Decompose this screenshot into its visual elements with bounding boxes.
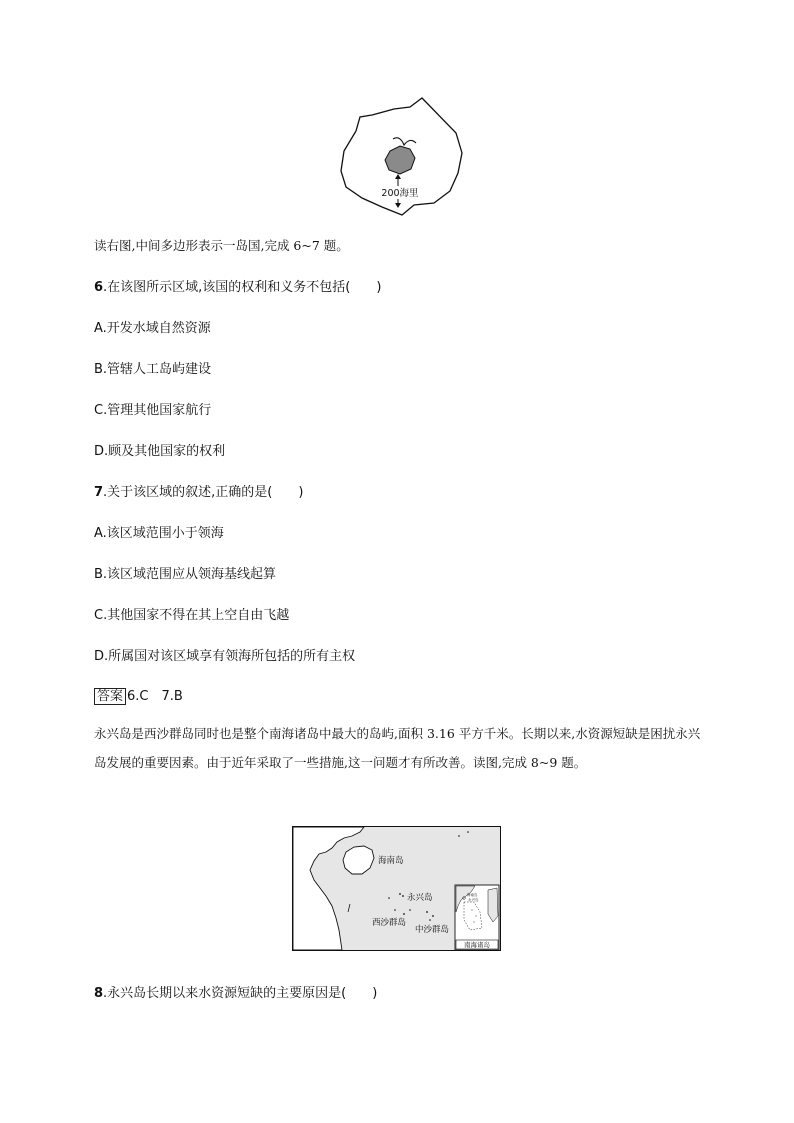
- inset-map: [455, 885, 499, 950]
- question-6: [94, 276, 381, 295]
- distance-label: 200海里: [381, 188, 419, 199]
- label-zhongsha: 中沙群岛: [415, 925, 450, 935]
- q7-option-a: A.该区域范围小于领海: [94, 526, 224, 541]
- intro-text-2: 永兴岛是西沙群岛同时也是整个南海诸岛中最大的岛屿,面积 3.16 平方千米。长期以来,水资源短缺是困扰永兴岛发展的重要因素。由于近年采取了一些措施,这一问题才有所改善。读图,完成 8~9 题。: [94, 726, 701, 770]
- question-6-number: 6: [94, 280, 104, 295]
- q7-option-d: D.所属国对该区域享有领海所包括的所有主权: [94, 649, 356, 664]
- q7-option-c: C.其他国家不得在其上空自由飞越: [94, 608, 290, 623]
- south-china-sea-map: [292, 826, 501, 951]
- intro-text-1: 读右图,中间多边形表示一岛国,完成 6~7 题。: [94, 238, 349, 253]
- answer-tag: 答案: [94, 688, 126, 705]
- q6-option-b: B.管辖人工岛屿建设: [94, 362, 212, 377]
- q6-option-d: D.顾及其他国家的权利: [94, 444, 226, 459]
- inset-label-hainan: 海南岛: [467, 893, 478, 897]
- label-xisha: 西沙群岛: [372, 918, 407, 928]
- answer-line: [94, 685, 183, 704]
- inset-title: 南海诸岛: [464, 941, 490, 949]
- arrow-head-bottom: [395, 203, 401, 208]
- question-7-number: 7: [94, 485, 104, 500]
- answer-text: 6.C 7.B: [127, 689, 183, 704]
- label-hainan: 海南岛: [378, 856, 404, 866]
- eez-diagram: [338, 95, 468, 217]
- q7-option-b: B.该区域范围应从领海基线起算: [94, 567, 277, 582]
- question-8-number: 8: [94, 986, 104, 1001]
- question-8-stem: .永兴岛长期以来水资源短缺的主要原因是( ): [103, 986, 378, 1001]
- question-7-stem: .关于该区域的叙述,正确的是( ): [103, 485, 304, 500]
- question-8: [94, 982, 377, 1001]
- island-polygon: [385, 146, 415, 174]
- arrow-head-top: [395, 174, 401, 179]
- q6-option-c: C.管理其他国家航行: [94, 403, 212, 418]
- question-7: [94, 481, 303, 500]
- question-6-stem: .在该图所示区域,该国的权利和义务不包括( ): [103, 280, 382, 295]
- inset-label-yongxing: 永兴岛: [468, 898, 479, 902]
- q6-option-a: A.开发水域自然资源: [94, 321, 211, 336]
- coastline-mark: [393, 138, 416, 145]
- label-yongxing: 永兴岛: [407, 893, 433, 903]
